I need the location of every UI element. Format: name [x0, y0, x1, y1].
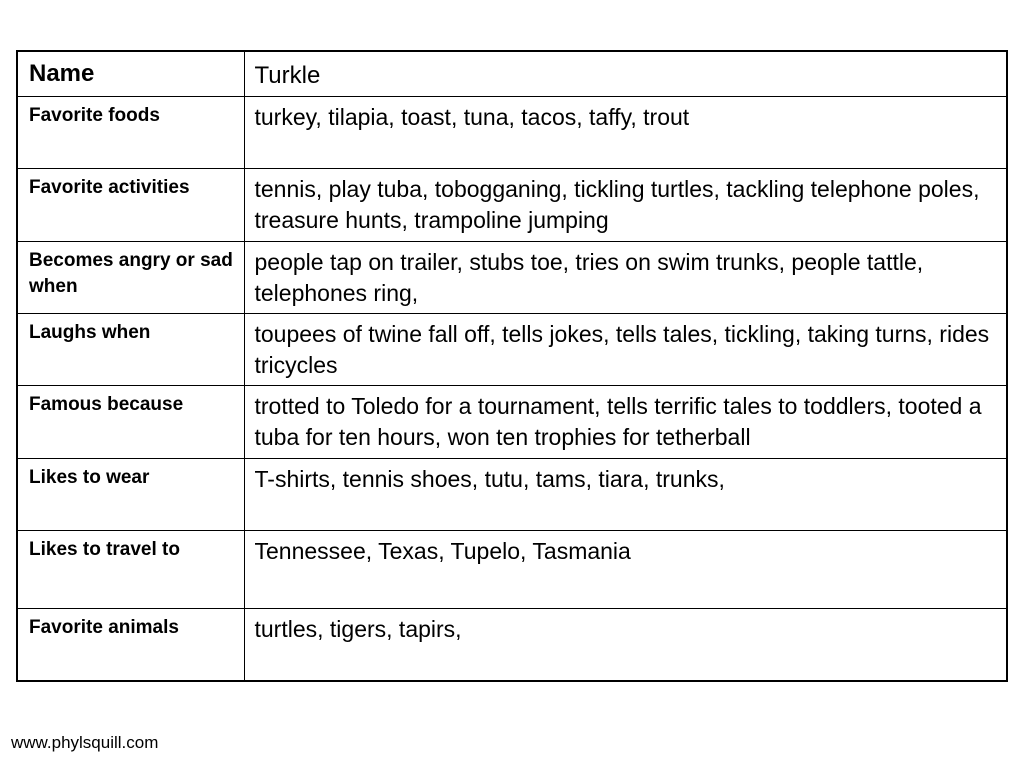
- row-value: T-shirts, tennis shoes, tutu, tams, tiara, trunks,: [244, 458, 1007, 530]
- table-row: [17, 530, 1007, 608]
- row-label: Likes to travel to: [17, 530, 244, 608]
- row-label: Favorite foods: [17, 96, 244, 168]
- row-value: Tennessee, Texas, Tupelo, Tasmania: [244, 530, 1007, 608]
- table-row: [17, 96, 1007, 168]
- header-value: Turkle: [244, 51, 1007, 96]
- header-label: Name: [17, 51, 244, 96]
- row-value: people tap on trailer, stubs toe, tries on swim trunks, people tattle, telephones ring,: [244, 241, 1007, 313]
- footer-website-text: www.phylsquill.com: [11, 733, 159, 752]
- row-value: turkey, tilapia, toast, tuna, tacos, taffy, trout: [244, 96, 1007, 168]
- row-label: Becomes angry or sad when: [17, 241, 244, 313]
- table-row: [17, 313, 1007, 385]
- row-label: Laughs when: [17, 313, 244, 385]
- row-label: Famous because: [17, 385, 244, 458]
- character-profile-table: [16, 50, 1008, 682]
- table-row: [17, 168, 1007, 241]
- table-row: [17, 608, 1007, 681]
- row-label: Favorite activities: [17, 168, 244, 241]
- table-row: [17, 241, 1007, 313]
- row-value: turtles, tigers, tapirs,: [244, 608, 1007, 681]
- row-label: Favorite animals: [17, 608, 244, 681]
- table-row: [17, 458, 1007, 530]
- table-header-row: [17, 51, 1007, 96]
- row-value: toupees of twine fall off, tells jokes, tells tales, tickling, taking turns, rides tricycles: [244, 313, 1007, 385]
- table-row: [17, 385, 1007, 458]
- row-value: trotted to Toledo for a tournament, tells terrific tales to toddlers, tooted a tuba for ten hours, won ten trophies for tetherball: [244, 385, 1007, 458]
- row-value: tennis, play tuba, tobogganing, tickling turtles, tackling telephone poles, treasure hunts, trampoline jumping: [244, 168, 1007, 241]
- row-label: Likes to wear: [17, 458, 244, 530]
